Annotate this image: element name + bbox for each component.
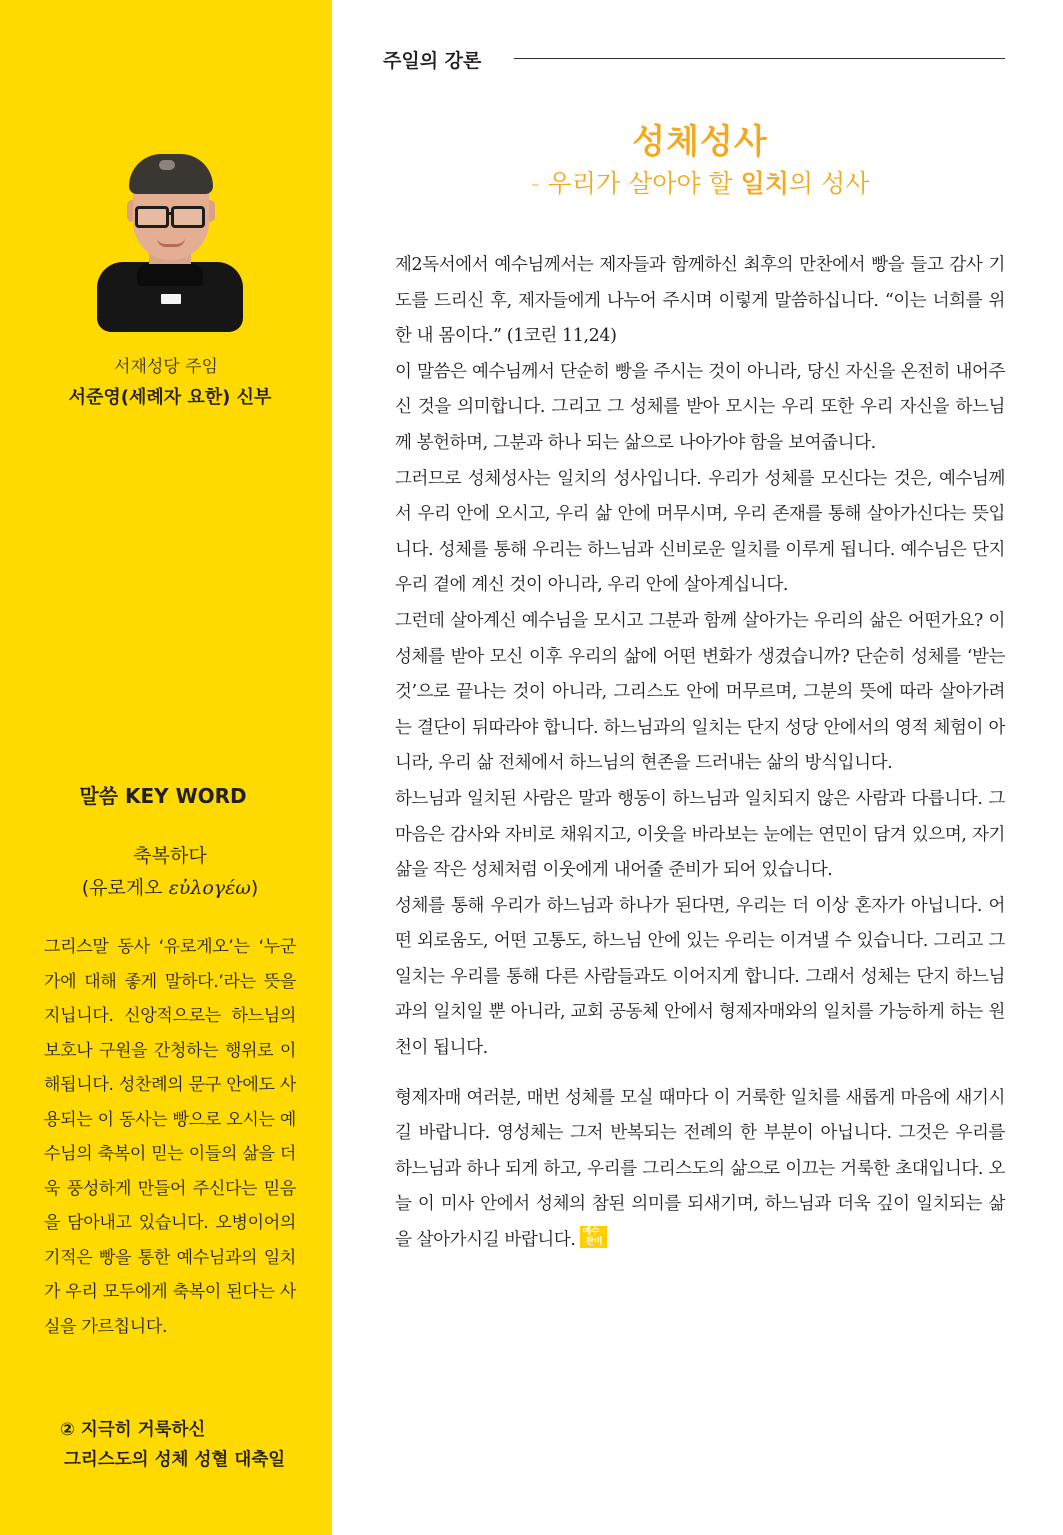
paragraph: 제2독서에서 예수님께서는 제자들과 함께하신 최후의 만찬에서 빵을 들고 감사 기도를 드리신 후, 제자들에게 나누어 주시며 이렇게 말씀하십니다. “이는 너희를 위한 내 몸이다.” (1코린 11,24)	[395, 255, 1005, 347]
occasion-line-2: 그리스도의 성체 성혈 대축일	[64, 1450, 286, 1470]
glasses-icon	[135, 206, 169, 228]
author-portrait	[97, 152, 243, 332]
article-body	[395, 248, 1005, 1259]
keyword-word: 축복하다	[133, 845, 207, 867]
keyword-heading: 말씀 KEY WORD	[79, 784, 247, 808]
collar-band-shape	[137, 264, 203, 286]
closing-paragraph	[395, 1081, 1005, 1259]
keyword-transliteration-line	[0, 872, 340, 904]
paragraph: 하느님과 일치된 사람은 말과 행동이 하느님과 일치되지 않은 사람과 다릅니다. 그 마음은 감사와 자비로 채워지고, 이웃을 바라보는 눈에는 연민이 담겨 있으며, 자기 삶을 작은 성체처럼 이웃에게 내어줄 준비가 되어 있습니다.	[395, 788, 1005, 881]
keyword-greek: εὐλογέω	[168, 877, 251, 899]
keyword-description: 그리스말 동사 ‘유로게오’는 ‘누군가에 대해 좋게 말하다.’라는 뜻을 지닙니다. 신앙적으로는 하느님의 보호나 구원을 간청하는 행위로 이해됩니다. 성찬례의 문구 안에도 사용되는 이 동사는 빵으로 오시는 예수님의 축복이 믿는 이들의 삶을 더욱 풍성하게 만들어 주신다는 믿음을 담아내고 있습니다. 오병이어의 기적은 빵을 통한 예수님과의 일치가 우리 모두에게 축복이 된다는 사실을 가르칩니다.	[44, 937, 296, 1337]
glasses-icon	[171, 206, 205, 228]
paragraph: 그러므로 성체성사는 일치의 성사입니다. 우리가 성체를 모신다는 것은, 예수님께서 우리 안에 오시고, 우리 삶 안에 머무시며, 우리 존재를 통해 살아가신다는 뜻입니다. 성체를 통해 우리는 하느님과 신비로운 일치를 이루게 됩니다. 예수님은 단지 우리 곁에 계신 것이 아니라, 우리 안에 살아계십니다.	[395, 468, 1005, 596]
section-label: 주일의 강론	[383, 50, 482, 72]
author-sidebar	[0, 0, 332, 1535]
article-title: 성체성사	[632, 122, 768, 162]
end-mark-glyph-bottom: 찬미	[585, 1237, 603, 1248]
keyword-close-paren: )	[250, 877, 259, 899]
author-role: 서재성당 주임	[114, 357, 218, 377]
occasion-line-1: ② 지극히 거룩하신	[60, 1420, 206, 1440]
keyword-block	[0, 840, 340, 904]
paragraph: 이 말씀은 예수님께서 단순히 빵을 주시는 것이 아니라, 당신 자신을 온전히 내어주신 것을 의미합니다. 그리고 그 성체를 받아 모시는 우리 또한 우리 자신을 하느님께 봉헌하며, 그분과 하나 되는 삶으로 나아가야 함을 보여줍니다.	[395, 361, 1005, 453]
paragraph: 그런데 살아계신 예수님을 모시고 그분과 함께 살아가는 우리의 삶은 어떤가요? 이 성체를 받아 모신 이후 우리의 삶에 어떤 변화가 생겼습니까? 단순히 성체를 ‘받는 것’으로 끝나는 것이 아니라, 그리스도 안에 머무르며, 그분의 뜻에 따라 살아가려는 결단이 뒤따라야 합니다. 하느님과의 일치는 단지 성당 안에서의 영적 체험이 아니라, 우리 삶 전체에서 하느님의 현존을 드러내는 삶의 방식입니다.	[395, 610, 1005, 774]
section-divider	[514, 58, 1005, 59]
clerical-collar-shape	[161, 294, 181, 304]
subtitle-emphasis: 일치	[740, 169, 789, 198]
subtitle-prefix: - 우리가 살아야 할	[530, 169, 741, 198]
paragraph: 성체를 통해 우리가 하느님과 하나가 된다면, 우리는 더 이상 혼자가 아닙니다. 어떤 외로움도, 어떤 고통도, 하느님 안에 있는 우리는 이겨낼 수 있습니다. 그리고 그 일치는 우리를 통해 다른 사람들과도 이어지게 합니다. 그래서 성체는 단지 하느님과의 일치일 뿐 아니라, 교회 공동체 안에서 형제자매와의 일치를 가능하게 하는 원천이 됩니다.	[395, 895, 1005, 1059]
keyword-transliteration: (유로게오	[81, 877, 169, 899]
liturgical-occasion	[60, 1415, 320, 1475]
hair-streak-shape	[159, 160, 175, 170]
author-name: 서준영(세례자 요한) 신부	[68, 387, 272, 408]
end-mark-icon	[580, 1226, 607, 1248]
subtitle-suffix: 의 성사	[788, 169, 870, 198]
end-mark-glyph-top: 예수	[582, 1227, 600, 1238]
article-subtitle	[340, 164, 1060, 200]
glasses-bridge	[167, 212, 173, 215]
paragraph-text: 형제자매 여러분, 매번 성체를 모실 때마다 이 거룩한 일치를 새롭게 마음에 새기시길 바랍니다. 영성체는 그저 반복되는 전례의 한 부분이 아닙니다. 그것은 우리를 하느님과 하나 되게 하고, 우리를 그리스도의 삶으로 이끄는 거룩한 초대입니다. 오늘 이 미사 안에서 성체의 참된 의미를 되새기며, 하느님과 더욱 깊이 일치되는 삶을 살아가시길 바랍니다.	[395, 1087, 1005, 1251]
